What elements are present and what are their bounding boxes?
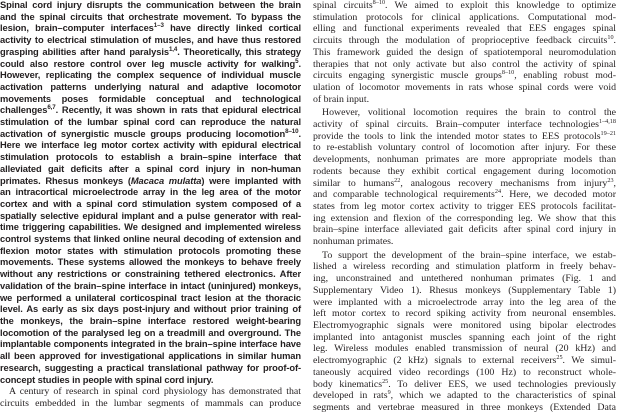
body-fragment: provide the tools to link the intended motor states to EES protocols bbox=[313, 130, 601, 142]
abstract-line: However, replicating the complex sequence of individual muscle bbox=[0, 70, 301, 81]
body-fragment: , enabling robust mod- bbox=[514, 70, 616, 82]
body-fragment: . We aimed to exploit this knowledge to optimize bbox=[385, 0, 617, 11]
abstract-line: we performed a unilateral corticospinal tract lesion at the thoracic bbox=[0, 292, 301, 303]
body-fragment: body kinematics bbox=[313, 378, 383, 390]
body-line: elling and functional experiments revealed that EES engages spinal bbox=[313, 23, 616, 35]
body-line: A century of research in spinal cord physiology has demonstrated that bbox=[9, 386, 301, 398]
body-line: taneously acquired video recordings (100 Hz) to reconstruct whole- bbox=[313, 366, 616, 378]
body-fragment: . We simul- bbox=[562, 355, 616, 367]
body-line bbox=[313, 119, 616, 131]
body-line: left motor cortex to record spiking activity from neuronal ensembles. bbox=[313, 308, 616, 320]
citation-ref: 24 bbox=[494, 188, 502, 196]
body-line: implanted into antagonist muscles spanning each joint of the right bbox=[313, 331, 616, 343]
body-fragment: spinal circuits bbox=[313, 0, 373, 11]
abstract-line: research, suggesting a practical translational pathway for proof-of- bbox=[0, 362, 301, 373]
body-line: ing, unconstrained and untethered nonhuman primates (Fig. 1 and bbox=[313, 273, 616, 285]
species-name: Macaca mulatta bbox=[130, 175, 202, 186]
abstract-line: activity to electrical stimulation of muscles, and have thus restored bbox=[0, 35, 301, 46]
body-line: rodents because they exhibit cortical engagement during locomotion bbox=[313, 165, 616, 177]
abstract-line: level. As early as six days post-injury and without prior training of bbox=[0, 304, 301, 315]
body-fragment: , bbox=[613, 177, 616, 189]
citation-ref: 6,7 bbox=[47, 104, 56, 112]
abstract-fragment: . bbox=[298, 58, 301, 69]
abstract-line: the monkeys, the brain–spine interface restored weight-bearing bbox=[0, 315, 301, 326]
abstract-line bbox=[0, 105, 301, 117]
abstract-fragment: could also restore control over leg muscle activity for walking bbox=[0, 58, 296, 69]
citation-ref: 1–3 bbox=[153, 22, 164, 30]
body-line: lished a wireless recording and stimulation platform in freely behav- bbox=[313, 261, 616, 273]
citation-ref: 5 bbox=[295, 57, 299, 65]
body-fragment: circuits through the modulation of proprioceptive feedback circuits bbox=[313, 35, 608, 47]
body-line: therapies that not only activate but also control the activity of spinal bbox=[313, 58, 616, 70]
paragraph-1 bbox=[313, 0, 616, 105]
abstract-line: flexion motor states with stimulation protocols promoting these bbox=[0, 245, 301, 256]
body-line: This framework guided the design of spatiotemporal neuromodulation bbox=[313, 46, 616, 58]
body-fragment: similar to humans bbox=[313, 177, 395, 189]
body-line: brain–spine interface alleviated gait deficits after spinal cord injury in bbox=[313, 224, 616, 236]
citation-ref: 25 bbox=[556, 354, 563, 362]
abstract-line bbox=[0, 59, 301, 71]
abstract-line: movements poses formidable conceptual and technological bbox=[0, 93, 301, 104]
body-line bbox=[313, 355, 616, 367]
abstract-line: spatially selective epidural implant and a pulse generator with real- bbox=[0, 210, 301, 221]
abstract-line: concept studies in people with spinal cord injury. bbox=[0, 374, 214, 385]
citation-ref: 8–10 bbox=[285, 127, 299, 135]
abstract-line: Here we interface leg motor cortex activity with epidural electrical bbox=[0, 140, 301, 151]
abstract-fragment: lesion, brain–computer interfaces bbox=[0, 23, 154, 34]
abstract-line: activation patterns underlying natural and adaptive locomotor bbox=[0, 81, 301, 92]
citation-ref: 22 bbox=[394, 176, 401, 184]
abstract-line: implantable components integrated in the brain–spine interface have bbox=[0, 339, 301, 350]
body-line bbox=[313, 189, 616, 201]
intro-paragraph bbox=[0, 386, 301, 409]
abstract-fragment: primates. Rhesus monkeys ( bbox=[0, 175, 131, 186]
body-line bbox=[313, 379, 616, 391]
citation-ref: 1,4 bbox=[168, 45, 178, 53]
citation-ref: 23 bbox=[607, 176, 614, 184]
abstract-line: movements. These systems allowed the monkeys to behave freely bbox=[0, 257, 301, 268]
body-fragment: circuits engaging synergistic muscle groups bbox=[313, 70, 502, 82]
abstract-line: and the spinal circuits that orchestrate movement. To bypass the bbox=[0, 11, 301, 22]
body-line: ing extension and flexion of the corresponding leg. We show that this bbox=[313, 212, 616, 224]
body-line bbox=[313, 70, 616, 82]
citation-ref: 9 bbox=[387, 389, 391, 397]
body-line bbox=[313, 178, 616, 190]
body-line: were implanted with a microelectrode array into the leg area of the bbox=[313, 296, 616, 308]
abstract-line: stimulation of the lumbar spinal cord can reproduce the natural bbox=[0, 117, 301, 128]
abstract-line: alleviated gait deficits after a spinal cord injury in non-human bbox=[0, 163, 301, 174]
abstract-fragment: have directly linked cortical bbox=[170, 23, 301, 34]
body-line: leg. Wireless modules enabled transmission of neural (20 kHz) and bbox=[313, 343, 616, 355]
abstract-line bbox=[0, 129, 301, 141]
abstract-line: without any restrictions or constraining tethered electronics. After bbox=[0, 269, 301, 280]
citation-ref: 8–10 bbox=[372, 0, 386, 6]
body-fragment: , which we adapted to the characteristics of spinal bbox=[390, 390, 616, 402]
body-line: to re-establish voluntary control of locomotion after injury. For these bbox=[313, 142, 616, 154]
abstract-line bbox=[0, 23, 301, 35]
citation-ref: 8–10 bbox=[501, 69, 515, 77]
body-line: Supplementary Video 1). Rhesus monkeys (Supplementary Table 1) bbox=[313, 284, 616, 296]
abstract-line: locomotion of the paralysed leg on a treadmill and overground. The bbox=[0, 327, 301, 338]
body-fragment: activity of spinal circuits. Brain–computer interface technologies bbox=[313, 119, 599, 131]
abstract-fragment: ) were implanted with bbox=[201, 175, 301, 186]
abstract-line: an intracortical microelectrode array in the leg area of the motor bbox=[0, 187, 301, 198]
paragraph-3 bbox=[313, 250, 616, 414]
body-line: of brain input. bbox=[313, 93, 370, 105]
body-line: stimulation protocols for clinical applications. Computational mod- bbox=[313, 11, 616, 23]
body-line: developments, nonhuman primates are more appropriate models than bbox=[313, 154, 616, 166]
abstract-line: all been approved for investigational applications in similar human bbox=[0, 351, 301, 362]
right-column bbox=[313, 0, 617, 413]
abstract-line: stimulation protocols to establish a brain–spine interface that bbox=[0, 152, 301, 163]
abstract bbox=[0, 0, 301, 386]
abstract-line: validation of the brain–spine interface in intact (uninjured) monkeys, bbox=[0, 280, 301, 291]
body-line: circuits embedded in the lumbar segments of mammals can produce bbox=[0, 397, 301, 409]
citation-ref: 1–4,18 bbox=[598, 118, 616, 126]
body-line: segments and vertebrae measured in three monkeys (Extended Data bbox=[313, 401, 616, 413]
abstract-fragment: . Recently, it was shown in rats that epidural electrical bbox=[55, 105, 301, 116]
body-fragment: and comparable technological requirements bbox=[313, 189, 495, 201]
body-fragment: , analogous recovery mechanisms from injury bbox=[400, 177, 608, 189]
body-line: ulation of locomotor movements in rats whose spinal cords were void bbox=[313, 81, 616, 93]
citation-ref: 10 bbox=[607, 34, 614, 42]
body-fragment: . bbox=[613, 35, 616, 47]
body-line: states from leg motor cortex activity to trigger EES protocols facilitat- bbox=[313, 200, 616, 212]
body-line bbox=[313, 0, 616, 12]
abstract-fragment: grasping abilities after hand paralysis bbox=[0, 46, 169, 57]
abstract-line bbox=[0, 47, 301, 59]
abstract-fragment: activation of synergistic muscle groups producing locomotion bbox=[0, 128, 286, 139]
paragraph-2 bbox=[313, 107, 616, 247]
body-fragment: . Here, we decoded motor bbox=[501, 189, 616, 201]
abstract-fragment: . bbox=[298, 128, 301, 139]
abstract-line: cortex and with a spinal cord stimulation system composed of a bbox=[0, 198, 301, 209]
abstract-fragment: challenges bbox=[0, 105, 48, 116]
body-line bbox=[313, 390, 616, 402]
body-line: nonhuman primates. bbox=[313, 236, 394, 248]
body-fragment: developed in rats bbox=[313, 390, 388, 402]
citation-ref: 25 bbox=[382, 377, 389, 385]
left-column bbox=[0, 0, 301, 409]
abstract-line bbox=[0, 176, 301, 188]
body-line: To support the development of the brain–spine interface, we estab- bbox=[322, 249, 616, 261]
body-fragment: . To deliver EES, we used technologies previously bbox=[388, 378, 616, 390]
abstract-line: control systems that linked online neural decoding of extension and bbox=[0, 234, 301, 245]
body-line bbox=[313, 35, 616, 47]
abstract-line: time triggering capabilities. We designed and implemented wireless bbox=[0, 222, 301, 233]
citation-ref: 19–21 bbox=[600, 129, 616, 137]
abstract-fragment: . Theoretically, this strategy bbox=[177, 46, 301, 57]
body-fragment: electromyographic (2 kHz) signals to external receivers bbox=[313, 355, 557, 367]
body-line: Electromyographic signals were monitored using bipolar electrodes bbox=[313, 319, 616, 331]
body-line: However, volitional locomotion requires the brain to control the bbox=[322, 107, 616, 119]
body-line bbox=[313, 131, 616, 143]
abstract-line: Spinal cord injury disrupts the communication between the brain bbox=[0, 0, 301, 10]
